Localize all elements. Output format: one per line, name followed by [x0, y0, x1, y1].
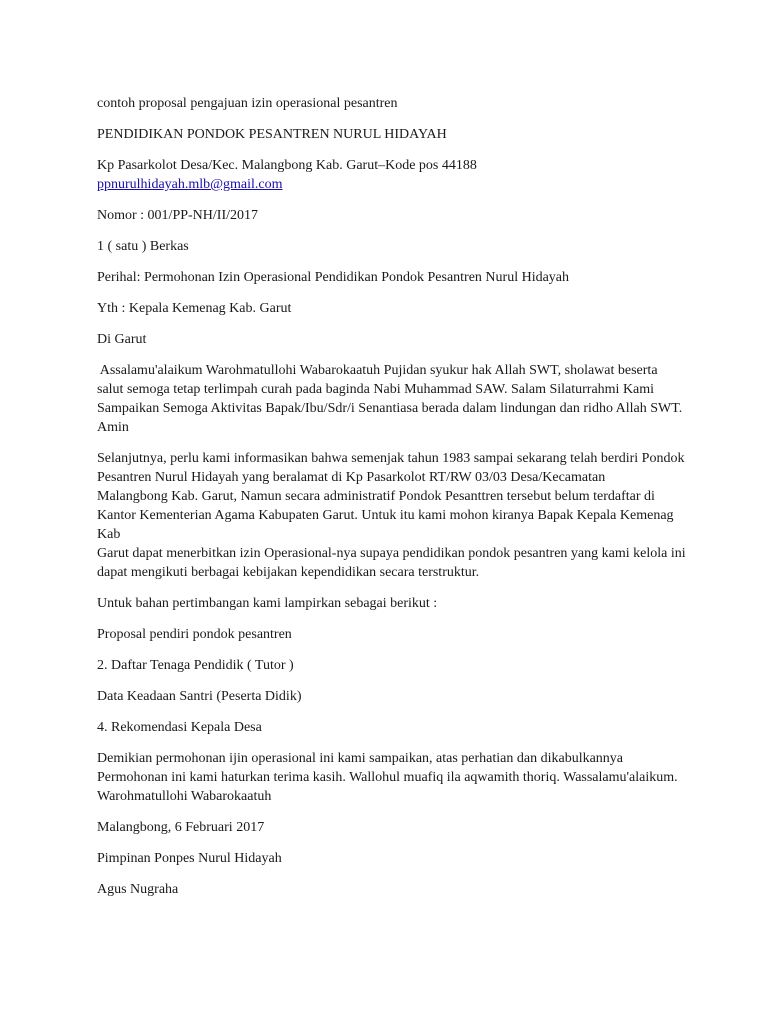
- address: Kp Pasarkolot Desa/Kec. Malangbong Kab. Garut–Kode pos 44188: [97, 158, 477, 173]
- attachment-item: 4. Rekomendasi Kepala Desa: [97, 720, 262, 735]
- letter-number: Nomor : 001/PP-NH/II/2017: [97, 208, 258, 223]
- attachments-intro: Untuk bahan pertimbangan kami lampirkan sebagai berikut :: [97, 596, 438, 611]
- paragraph-line: Pesantren Nurul Hidayah yang beralamat di Kp Pasarkolot RT/RW 03/03 Desa/Kecamatan: [97, 470, 606, 485]
- main-paragraph: [97, 449, 697, 582]
- paragraph-line: Malangbong Kab. Garut, Namun secara administratif Pondok Pesanttren tersebut belum terdaftar di: [97, 489, 655, 504]
- paragraph-line: Assalamu'alaikum Warohmatullohi Wabarokaatuh Pujidan syukur hak Allah SWT, sholawat beserta: [97, 363, 658, 378]
- attachment-item: 2. Daftar Tenaga Pendidik ( Tutor ): [97, 658, 294, 673]
- opening-paragraph: [97, 361, 697, 437]
- enclosure-count: 1 ( satu ) Berkas: [97, 239, 189, 254]
- paragraph-line: salut semoga tetap terlimpah curah pada baginda Nabi Muhammad SAW. Salam Silaturrahmi Kami: [97, 382, 655, 397]
- paragraph-line: Selanjutnya, perlu kami informasikan bahwa semenjak tahun 1983 sampai sekarang telah berdiri Pondok: [97, 451, 685, 466]
- institution-name: PENDIDIKAN PONDOK PESANTREN NURUL HIDAYAH: [97, 127, 447, 142]
- address-block: [97, 156, 697, 194]
- paragraph-line: dapat mengikuti berbagai kebijakan kependidikan secara terstruktur.: [97, 565, 480, 580]
- paragraph-line: Permohonan ini kami haturkan terima kasih. Wallohul muafiq ila aqwamith thoriq. Wassalamu'alaikum.: [97, 770, 678, 785]
- closing-paragraph: [97, 749, 697, 806]
- paragraph-line: Warohmatullohi Wabarokaatuh: [97, 789, 272, 804]
- letter-body: [97, 94, 697, 899]
- recipient-location: Di Garut: [97, 332, 147, 347]
- paragraph-line: Sampaikan Semoga Aktivitas Bapak/Ibu/Sdr/i Senantiasa berada dalam lindungan dan ridho Allah SWT.: [97, 401, 683, 416]
- paragraph-line: Kantor Kementerian Agama Kabupaten Garut. Untuk itu kami mohon kiranya Bapak Kepala Kemenag Kab: [97, 508, 674, 542]
- paragraph-line: Demikian permohonan ijin operasional ini kami sampaikan, atas perhatian dan dikabulkannya: [97, 751, 624, 766]
- attachment-item: Data Keadaan Santri (Peserta Didik): [97, 689, 302, 704]
- place-date: Malangbong, 6 Februari 2017: [97, 820, 265, 835]
- subject-line: Perihal: Permohonan Izin Operasional Pendidikan Pondok Pesantren Nurul Hidayah: [97, 270, 570, 285]
- signer-title: Pimpinan Ponpes Nurul Hidayah: [97, 851, 282, 866]
- recipient-line: Yth : Kepala Kemenag Kab. Garut: [97, 301, 292, 316]
- signer-name: Agus Nugraha: [97, 882, 179, 897]
- attachment-item: Proposal pendiri pondok pesantren: [97, 627, 292, 642]
- paragraph-line: Amin: [97, 420, 129, 435]
- paragraph-line: Garut dapat menerbitkan izin Operasional-nya supaya pendidikan pondok pesantren yang kami kelola ini: [97, 546, 686, 561]
- email-link[interactable]: ppnurulhidayah.mlb@gmail.com: [97, 177, 283, 192]
- doc-heading: contoh proposal pengajuan izin operasional pesantren: [97, 96, 398, 111]
